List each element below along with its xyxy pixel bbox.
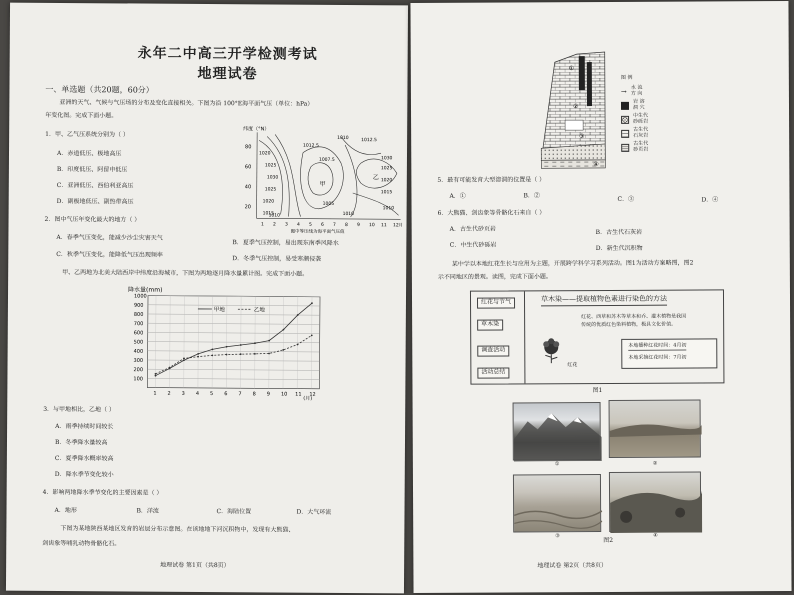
- data-point: [311, 334, 313, 336]
- xtick: 6: [320, 222, 324, 228]
- xtick-label: 10: [280, 391, 288, 398]
- legend-text: 古生代 石灰岩: [633, 126, 649, 139]
- safflower-icon: [537, 335, 565, 363]
- q6-option-a[interactable]: A．古生代砂页岩: [449, 225, 497, 233]
- ytick-label: 900: [133, 302, 144, 309]
- xtick: 8: [344, 222, 348, 228]
- question-1: 1．甲、乙气压系统分别为（ ）: [45, 130, 129, 139]
- hills-icon: [610, 472, 702, 532]
- question-2: 2．图中气压年变化最大的地方（ ）: [44, 215, 141, 224]
- desert-icon: [514, 475, 602, 533]
- sow-time: 本地播种红花时间：4月初: [628, 342, 687, 349]
- legend-row: [621, 128, 671, 139]
- xtick-label: 9: [266, 391, 270, 398]
- ytick-label: 1000: [133, 293, 147, 300]
- position-label: ④: [593, 161, 599, 169]
- side-item-4: 活动总结: [477, 367, 509, 378]
- data-point: [282, 349, 284, 351]
- legend-label-yi: 乙地: [253, 307, 265, 314]
- ytick-label: 800: [133, 311, 144, 318]
- activity-plan-figure: [470, 289, 724, 384]
- label-yi: 乙: [372, 174, 379, 182]
- q2-option-b[interactable]: B．夏季气压控制，易出现东南季风降水: [232, 239, 339, 247]
- xtick: 12: [392, 223, 399, 229]
- q3-option-a[interactable]: A．雨季持续时间较长: [55, 422, 114, 431]
- figure-2-label: 图2: [603, 536, 614, 544]
- svg-text:1015: 1015: [262, 211, 275, 217]
- question-5: 5．最有可能发育大型溶洞的位置是（ ）: [437, 176, 546, 184]
- q5-option-b[interactable]: B．②: [523, 192, 540, 200]
- q5-option-d[interactable]: D．④: [701, 196, 719, 204]
- page-footer-2: 地理试卷 第2页（共8页）: [537, 561, 607, 570]
- svg-text:1030: 1030: [380, 156, 393, 162]
- xtick-label: 6: [224, 391, 228, 398]
- gridline: [148, 296, 320, 297]
- side-item-2: 草木染: [477, 320, 503, 331]
- landscape-photo-1: [513, 402, 601, 460]
- xtick: 1: [260, 222, 264, 228]
- exam-page-2: [410, 1, 791, 593]
- intro-text-6: 某中学以本地红花生长与应用为主题，开展跨学科学习系列活动。图1为活动方案略图，图2: [451, 259, 694, 268]
- svg-text:1025: 1025: [264, 187, 277, 193]
- q4-option-a[interactable]: A．地形: [54, 506, 77, 515]
- ytick: 60: [244, 164, 252, 171]
- intro-text-5: 剑齿象等哺乳动物骨骼化石。: [42, 539, 121, 548]
- data-point: [254, 342, 256, 344]
- strata-legend: [621, 86, 671, 153]
- q3-option-b[interactable]: B．冬季降水量较高: [54, 438, 108, 447]
- intro-text-1: 亚洲的天气、气候与气压场的分布及变化直接相关。下图为沿 100°E海平面气压（单位：hPa）: [59, 98, 314, 108]
- gridline: [148, 314, 320, 315]
- legend-text: 中生代 砂砾岩: [633, 112, 649, 125]
- data-point: [183, 359, 185, 361]
- xtick-label: 1: [153, 390, 157, 397]
- intro-text-3: 甲、乙两地为北美大陆西岸中纬度沿海城市，下图为两地逐月降水量累计图。完成下面小题。: [62, 268, 309, 278]
- cave-swatch: [621, 101, 629, 109]
- svg-text:1010: 1010: [337, 135, 349, 141]
- q1-option-a[interactable]: A．赤道低压、极地高压: [56, 149, 122, 158]
- grassland-icon: [610, 400, 702, 458]
- time-box: [621, 338, 717, 369]
- gridline: [148, 305, 320, 306]
- intro-text-7: 示不同地区的景观。读图，完成下面小题。: [437, 273, 552, 281]
- xtick-label: 2: [167, 390, 171, 397]
- svg-text:1010: 1010: [382, 206, 395, 212]
- xtick: 10: [368, 223, 375, 229]
- xtick: 11: [380, 223, 387, 229]
- q1-option-c[interactable]: C．亚洲低压、西伯利亚高压: [56, 181, 134, 190]
- xtick: 5: [308, 222, 312, 228]
- figure-1-label: 图1: [592, 386, 603, 395]
- ytick-label: 700: [133, 321, 144, 328]
- q3-option-c[interactable]: C．夏季降水概率较高: [54, 454, 114, 463]
- xtick-label: 4: [195, 390, 200, 397]
- svg-text:1010: 1010: [268, 213, 281, 219]
- arrow-icon: →: [620, 87, 627, 96]
- svg-text:1030: 1030: [266, 175, 279, 181]
- ytick: 40: [244, 184, 252, 191]
- position-label: ②: [572, 103, 579, 111]
- exam-subtitle: 地理试卷: [197, 65, 258, 83]
- data-point: [268, 353, 270, 355]
- svg-text:1012.5: 1012.5: [303, 143, 319, 149]
- q6-option-b[interactable]: B．古生代石灰岩: [595, 228, 643, 237]
- chart1-xlabel: 月: [398, 223, 404, 229]
- landscape-photo-2: [609, 399, 701, 457]
- data-point: [155, 373, 157, 375]
- data-point: [311, 302, 313, 304]
- q1-option-b[interactable]: B．印度低压、阿留申低压: [56, 165, 128, 174]
- ytick-label: 100: [133, 376, 143, 383]
- q6-option-d[interactable]: D．新生代沉积物: [595, 244, 643, 253]
- data-point: [183, 357, 185, 359]
- q2-option-d[interactable]: D．冬季气压控制，易受寒潮侵袭: [232, 255, 322, 263]
- svg-text:1025: 1025: [380, 166, 393, 172]
- data-point: [268, 340, 270, 342]
- question-4: 4．影响两地降水季节变化的主要因素是（ ）: [42, 488, 163, 497]
- xtick-label: 12: [309, 391, 316, 398]
- svg-text:1015: 1015: [380, 190, 393, 196]
- legend-text: 岩 溶 洞 穴: [632, 98, 645, 111]
- data-point: [240, 353, 242, 355]
- svg-text:1007.5: 1007.5: [318, 157, 335, 163]
- page-footer-1: 地理试卷 第1页（共8页）: [160, 561, 230, 570]
- shale-swatch: [621, 143, 629, 151]
- isobar-labels: [259, 134, 395, 219]
- exam-page-1: [6, 3, 408, 594]
- series-line-jia: [155, 302, 312, 377]
- ytick-label: 400: [133, 348, 144, 355]
- legend-text: 水 流 方 向: [630, 84, 643, 97]
- side-item-3: 调查活动: [477, 345, 509, 356]
- svg-text:1020: 1020: [262, 199, 275, 205]
- side-item-1: 红花与节气: [477, 297, 515, 308]
- q3-option-d[interactable]: D．降水季节变化较小: [54, 470, 114, 479]
- q2-option-c[interactable]: C．秋季气压变化，能降低气压出现频率: [56, 250, 163, 259]
- q2-option-a[interactable]: A．春季气压变化，能减少沙尘灾害天气: [56, 233, 163, 242]
- legend-row: [621, 142, 671, 153]
- xtick-label: 5: [210, 391, 214, 398]
- q5-option-a[interactable]: A．①: [449, 192, 466, 200]
- photo-label-1: ①: [554, 461, 560, 468]
- flower-label: 红花: [567, 362, 578, 369]
- label-jia: 甲: [319, 180, 326, 188]
- data-point: [197, 353, 199, 355]
- legend-row: [621, 100, 671, 111]
- svg-text:1010: 1010: [342, 211, 355, 218]
- xtick: 9: [356, 223, 360, 229]
- xtick-label: 8: [252, 391, 256, 398]
- legend-text: 古生代 砂页岩: [633, 140, 649, 153]
- position-label: ③: [579, 133, 585, 141]
- xtick-label: 11: [295, 391, 302, 398]
- data-point: [297, 344, 299, 346]
- ytick: 80: [245, 144, 252, 151]
- data-point: [297, 314, 299, 316]
- xtick: 4: [296, 222, 300, 228]
- svg-text:1012.5: 1012.5: [361, 138, 377, 144]
- ytick: 20: [244, 204, 252, 211]
- photo-label-2: ②: [652, 460, 658, 467]
- landscape-photo-4: [609, 471, 701, 531]
- exam-title: 永年二中高三开学检测考试: [137, 45, 318, 63]
- chart1-yticks: [245, 144, 252, 210]
- xtick: 2: [272, 222, 276, 228]
- series-line-yi: [155, 334, 311, 375]
- gridline: [148, 369, 320, 370]
- gridline: [147, 378, 319, 379]
- data-point: [155, 375, 157, 377]
- precipitation-chart: [119, 283, 330, 402]
- chart1-xticks: [261, 221, 399, 228]
- dye-title: 草木染——提取植物色素进行染色的方法: [541, 295, 667, 307]
- xtick: 3: [284, 222, 288, 228]
- question-3: 3．与甲地相比，乙地（ ）: [43, 405, 115, 414]
- question-6: 6．大熊猫、剑齿象等骨骼化石来自（ ）: [437, 209, 546, 217]
- svg-text:1005: 1005: [322, 201, 335, 207]
- dye-text-2: 传统的优质红色染料植物，极具文化价值。: [581, 321, 677, 329]
- xtick: 7: [332, 222, 336, 228]
- limestone-swatch: [621, 129, 629, 137]
- chart1-ylabel: 纬度（°N）: [243, 126, 270, 133]
- isobar-chart: [240, 122, 408, 235]
- data-point: [226, 346, 228, 348]
- svg-text:1025: 1025: [264, 163, 277, 169]
- mountain-icon: [514, 403, 602, 461]
- harvest-time: 本地采摘红花时间：7月初: [628, 354, 687, 361]
- legend-row: [621, 86, 671, 97]
- legend-label-jia: 甲地: [213, 307, 225, 314]
- gridline: [148, 323, 320, 324]
- q4-option-b[interactable]: B．洋流: [136, 507, 159, 515]
- intro-text-4: 下图为某地陕西某地区发育的岩层分布示意图。在该地地下河沉积物中，发现有大熊猫、: [60, 524, 295, 534]
- ytick-label: 600: [133, 330, 144, 337]
- legend-row: [621, 114, 671, 125]
- data-point: [211, 354, 213, 356]
- xtick-label: 3: [181, 390, 185, 397]
- gridline: [148, 342, 320, 343]
- q4-option-c[interactable]: C．海陆位置: [216, 508, 252, 516]
- photo-label-3: ③: [555, 533, 560, 540]
- gridline: [148, 360, 320, 361]
- data-point: [197, 356, 199, 358]
- ytick-label: 500: [133, 339, 144, 346]
- activity-sidebar: [471, 291, 525, 383]
- data-point: [211, 348, 213, 350]
- chart1-caption: 图中等压线为海平面气压值: [290, 229, 345, 235]
- q4-option-d[interactable]: D．大气环流: [296, 508, 332, 516]
- q5-option-c[interactable]: C．③: [617, 195, 635, 203]
- sandstone-swatch: [621, 115, 629, 123]
- data-point: [240, 344, 242, 346]
- position-label: ①: [568, 65, 575, 73]
- data-point: [254, 353, 256, 355]
- xtick-label: 7: [238, 391, 242, 398]
- data-point: [226, 354, 228, 356]
- precip-ylabel: 降水量(mm): [128, 286, 163, 294]
- q6-option-c[interactable]: C．中生代砂砾岩: [449, 241, 497, 249]
- precip-xlabel: (月): [303, 395, 313, 402]
- ytick-label: 300: [133, 357, 144, 364]
- q1-option-d[interactable]: D．副极地低压、副热带高压: [56, 197, 134, 206]
- gridline: [148, 332, 320, 333]
- precip-series: [155, 301, 313, 377]
- legend-title: 图 例: [620, 74, 633, 81]
- photo-label-4: ④: [653, 532, 658, 539]
- data-point: [169, 367, 171, 369]
- gridline: [148, 351, 320, 352]
- svg-text:1020: 1020: [380, 178, 393, 184]
- precip-grid: [147, 296, 320, 389]
- dye-text-1: 红花、西草和苏木等草本和乔、灌木植物是我国: [581, 313, 687, 321]
- ytick-label: 200: [133, 367, 144, 374]
- svg-text:1020: 1020: [258, 151, 271, 157]
- data-point: [283, 329, 285, 331]
- landscape-photo-3: [513, 474, 601, 532]
- intro-text-2: 年变化图。完成下面小题。: [45, 111, 118, 120]
- section-heading: 一、单选题（共20题，60分）: [45, 84, 154, 95]
